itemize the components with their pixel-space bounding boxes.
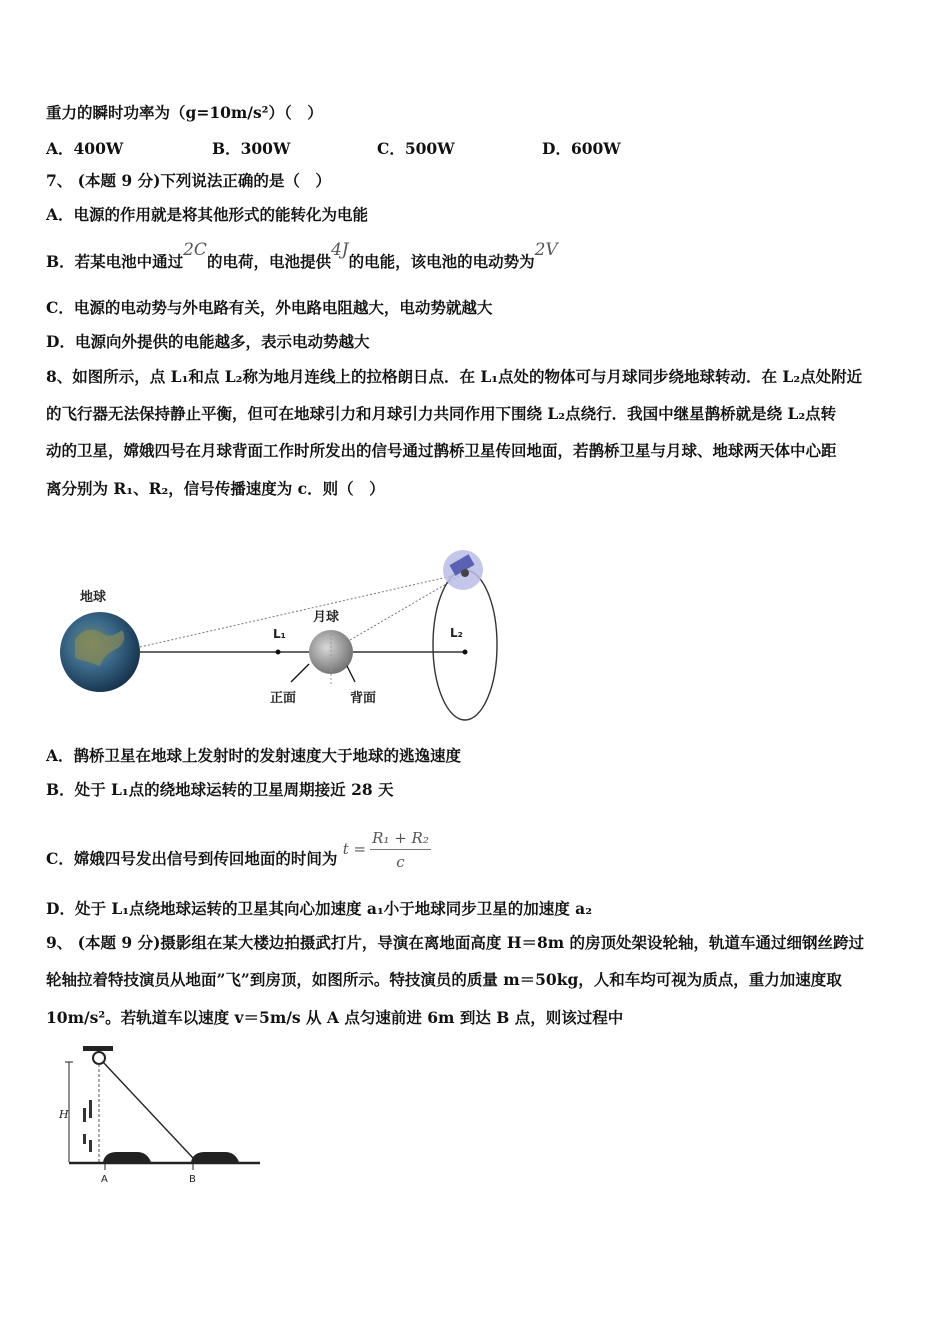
q6-option-d: D．600W: [542, 139, 621, 158]
car-at-a-icon: [103, 1152, 151, 1162]
height-label: H: [59, 1108, 69, 1121]
q7-b-text-2: 的电荷，电池提供: [206, 252, 331, 271]
q7-b-text-1: B．若某电池中通过: [46, 252, 184, 271]
q7-b-math-energy: 4J: [330, 240, 349, 260]
q7-b-text-3: 的电能，该电池的电动势为: [348, 252, 535, 271]
q7-option-b: [46, 240, 558, 272]
l1-point: [276, 650, 281, 655]
point-b-label: B: [189, 1174, 196, 1185]
q7-b-math-charge: 2C: [183, 240, 207, 260]
q7-option-d: D．电源向外提供的电能越多，表示电动势越大: [46, 332, 370, 351]
q8-option-a: A．鹊桥卫星在地球上发射时的发射速度大于地球的逃逸速度: [46, 746, 462, 765]
roof-bar: [83, 1046, 113, 1051]
q8-option-d: D．处于 L₁点绕地球运转的卫星其向心加速度 a₁小于地球同步卫星的加速度 a₂: [46, 899, 592, 918]
q6-option-c: C．500W: [377, 139, 455, 158]
point-a-label: A: [101, 1174, 108, 1185]
q9-stem-line-1: 9、 (本题 9 分)摄影组在某大楼边拍摄武打片，导演在离地面高度 H＝8m 的房顶处架设轮轴，轨道车通过细钢丝跨过: [46, 933, 865, 952]
q8-option-b: B．处于 L₁点的绕地球运转的卫星周期接近 28 天: [46, 780, 394, 799]
q7-option-a: A．电源的作用就是将其他形式的能转化为电能: [46, 205, 369, 224]
q7-option-c: C．电源的电动势与外电路有关，外电路电阻越大，电动势就越大: [46, 298, 493, 317]
signal-line-moon: [350, 573, 465, 640]
car-at-b-icon: [191, 1152, 239, 1162]
q8-stem-line-2: 的飞行器无法保持静止平衡，但可在地球引力和月球引力共同作用下围绕 L₂点绕行．我国中继星鹊桥就是绕 L₂点转: [46, 404, 837, 423]
q6-tail: 重力的瞬时功率为（g=10m/s²）（ ）: [46, 103, 323, 122]
q7-b-math-emf: 2V: [534, 240, 558, 260]
front-arrow: [291, 664, 309, 682]
l2-halo-orbit: [433, 570, 497, 720]
q8-c-math-lhs: t =: [342, 840, 367, 858]
earth-icon: [60, 612, 140, 692]
l2-label: L₂: [450, 626, 463, 640]
q8-option-c: [46, 829, 431, 882]
q8-c-text: C．嫦娥四号发出信号到传回地面的时间为: [46, 849, 338, 868]
q8-stem-line-4: 离分别为 R₁、R₂，信号传播速度为 c．则（ ）: [46, 479, 385, 498]
back-arrow: [347, 666, 355, 682]
q8-c-fraction: [370, 828, 431, 872]
q9-pulley-figure: [55, 1040, 270, 1190]
l1-label: L₁: [273, 627, 286, 641]
q8-stem-line-3: 动的卫星，嫦娥四号在月球背面工作时所发出的信号通过鹊桥卫星传回地面，若鹊桥卫星与月球、地球两天体中心距: [46, 441, 837, 460]
q6-option-b: B．300W: [212, 139, 291, 158]
slanted-rope: [103, 1062, 193, 1158]
q9-stem-line-2: 轮轴拉着特技演员从地面”飞”到房顶，如图所示。特技演员的质量 m＝50kg，人和车均可视为质点，重力加速度取: [46, 970, 842, 989]
q6-option-a: A．400W: [46, 139, 124, 158]
q8-c-numerator: R₁ + R₂: [370, 828, 431, 850]
signal-line-earth: [140, 573, 465, 647]
q7-stem: 7、 (本题 9 分)下列说法正确的是（ ）: [46, 171, 331, 190]
l2-point: [463, 650, 468, 655]
q8-stem-line-1: 8、如图所示，点 L₁和点 L₂称为地月连线上的拉格朗日点．在 L₁点处的物体可与月球同步绕地球转动．在 L₂点处附近: [46, 367, 863, 386]
q9-stem-line-3: 10m/s²。若轨道车以速度 v＝5m/s 从 A 点匀速前进 6m 到达 B 点，则该过程中: [46, 1008, 624, 1027]
q8-earth-moon-figure: [55, 535, 505, 730]
back-label: 背面: [350, 691, 377, 706]
q8-c-denominator: c: [396, 853, 405, 871]
satellite-icon: [443, 550, 483, 590]
stunt-performer-icon: [83, 1100, 92, 1152]
front-label: 正面: [270, 691, 297, 706]
earth-label: 地球: [80, 590, 107, 605]
moon-label: 月球: [313, 610, 340, 625]
